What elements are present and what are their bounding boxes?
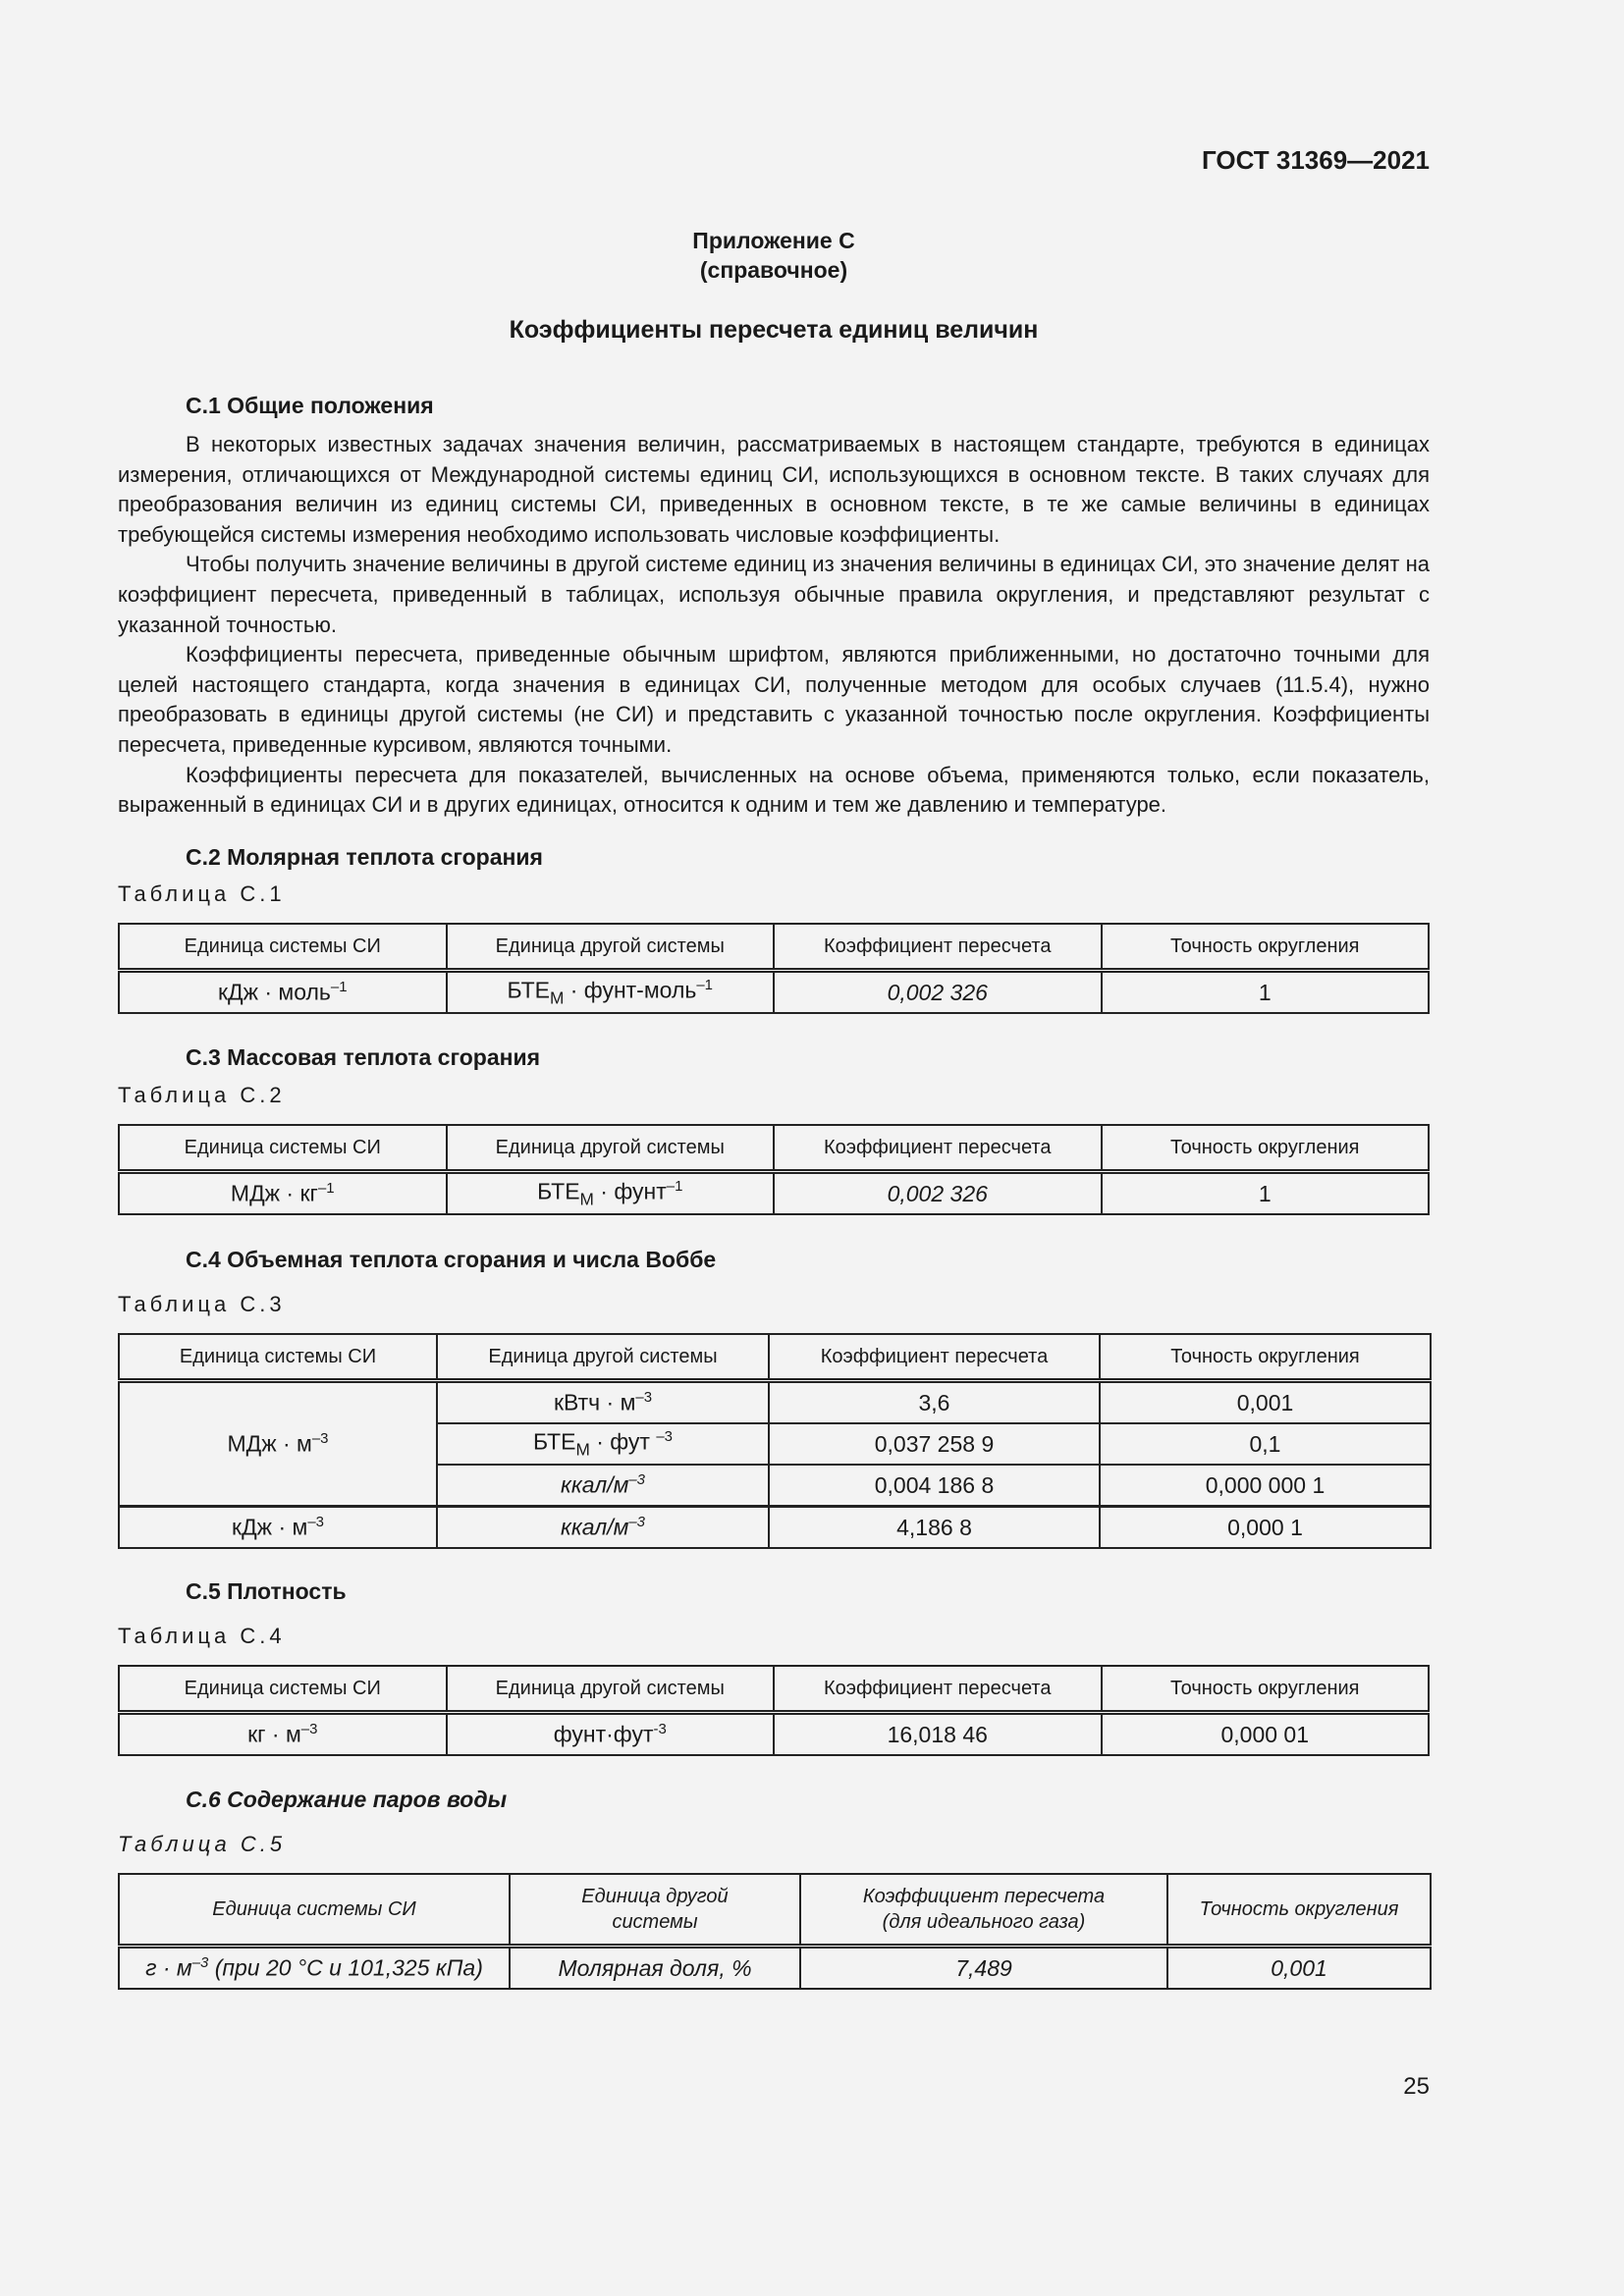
si-unit-cell: кДж · моль$^{-1}$: [119, 971, 447, 1014]
col-header-other: Единица другой системы: [447, 924, 775, 971]
table-c1: [118, 923, 1430, 1014]
col-header-factor: Коэффициент пересчета: [769, 1334, 1100, 1381]
other-unit-cell: $БТЕ_М$ · фут $^{-3}$: [437, 1423, 769, 1465]
table-row: [119, 1507, 1431, 1549]
general-provisions-text: [118, 430, 1430, 821]
rounding-cell: 0,000 1: [1100, 1507, 1431, 1549]
col-header-factor: Коэффициент пересчета: [774, 1125, 1102, 1172]
table-c4-caption: Таблица С.4: [118, 1624, 286, 1648]
rounding-cell: 0,000 000 1: [1100, 1465, 1431, 1507]
table-c3: [118, 1333, 1432, 1549]
rounding-cell: 0,001: [1100, 1381, 1431, 1424]
table-row: [119, 1381, 1431, 1424]
si-unit-cell: МДж · $кг^{-1}$: [119, 1172, 447, 1215]
table-c2: [118, 1124, 1430, 1215]
table-row: [119, 971, 1429, 1014]
col-header-other: Единица другой системы: [437, 1334, 769, 1381]
appendix-label: Приложение С: [692, 228, 855, 253]
col-header-other: Единица другой системы: [447, 1666, 775, 1713]
rounding-cell: 0,1: [1100, 1423, 1431, 1465]
section-c4-title: С.4 Объемная теплота сгорания и числа Воббе: [186, 1247, 717, 1272]
table-c5-caption: Таблица С.5: [118, 1832, 287, 1856]
factor-cell: 7,489: [800, 1947, 1167, 1990]
factor-cell: 0,037 258 9: [769, 1423, 1100, 1465]
col-header-rounding: Точность округления: [1102, 924, 1430, 971]
col-header-rounding: Точность округления: [1100, 1334, 1431, 1381]
table-c2-caption: Таблица С.2: [118, 1083, 286, 1107]
rounding-cell: 0,001: [1167, 1947, 1431, 1990]
standard-code: ГОСТ 31369—2021: [1202, 145, 1430, 175]
table-row: [119, 1713, 1429, 1756]
col-header-si: Единица системы СИ: [119, 1666, 447, 1713]
rounding-cell: 1: [1102, 971, 1430, 1014]
table-c5: [118, 1873, 1432, 1990]
section-c6-title: С.6 Содержание паров воды: [186, 1787, 508, 1812]
table-row: [119, 1947, 1431, 1990]
col-header-rounding: Точность округления: [1102, 1125, 1430, 1172]
col-header-factor: Коэффициент пересчета (для идеального газа): [800, 1874, 1167, 1947]
section-c3-title: С.3 Массовая теплота сгорания: [186, 1044, 541, 1070]
other-unit-cell: $БТЕ_М$ · фунт$^{-1}$: [447, 1172, 775, 1215]
si-unit-cell: кДж · $м^{-3}$: [119, 1507, 437, 1549]
col-header-rounding: Точность округления: [1167, 1874, 1431, 1947]
col-header-si: Единица системы СИ: [119, 1874, 510, 1947]
table-c3-caption: Таблица С.3: [118, 1292, 286, 1316]
si-unit-cell: $г \cdot м^{-3}$ (при 20 °С и 101,325 кПа): [119, 1947, 510, 1990]
section-c5-title: С.5 Плотность: [186, 1578, 347, 1604]
paragraph: Коэффициенты пересчета для показателей, вычисленных на основе объема, применяются только, если показатель, выраженный в единицах СИ и в других единицах, относится к одним и тем же давлению и температуре.: [118, 762, 1430, 818]
appendix-heading: [118, 226, 1430, 285]
factor-cell: 0,002 326: [774, 1172, 1102, 1215]
factor-cell: 0,002 326: [774, 971, 1102, 1014]
section-c1-title: С.1 Общие положения: [186, 393, 434, 418]
col-header-rounding: Точность округления: [1102, 1666, 1430, 1713]
factor-cell: 0,004 186 8: [769, 1465, 1100, 1507]
table-c4: [118, 1665, 1430, 1756]
other-unit-cell: Молярная доля, %: [510, 1947, 800, 1990]
section-c2-title: С.2 Молярная теплота сгорания: [186, 844, 543, 870]
paragraph: Чтобы получить значение величины в другой системе единиц из значения величины в единицах СИ, это значение делят на коэффициент пересчета, приведенный в таблицах, используя обычные правила округления, и представляют результат с указанной точностью.: [118, 552, 1430, 637]
si-unit-cell: МДж · $м^{-3}$: [119, 1381, 437, 1507]
col-header-other: Единица другой системы: [510, 1874, 800, 1947]
appendix-type: (справочное): [699, 257, 848, 283]
si-unit-cell: кг · $м^{-3}$: [119, 1713, 447, 1756]
factor-cell: 16,018 46: [774, 1713, 1102, 1756]
col-header-si: Единица системы СИ: [119, 1334, 437, 1381]
table-row: [119, 1172, 1429, 1215]
factor-cell: 4,186 8: [769, 1507, 1100, 1549]
other-unit-cell: кВтч · $м^{-3}$: [437, 1381, 769, 1424]
other-unit-cell: фунт·фут$^{-3}$: [447, 1713, 775, 1756]
other-unit-cell: $БТЕ_М$ · фунт-моль$^{-1}$: [447, 971, 775, 1014]
page-number: 25: [1403, 2073, 1430, 2100]
paragraph: В некоторых известных задачах значения величин, рассматриваемых в настоящем стандарте, требуются в единицах измерения, отличающихся от Международной системы единиц СИ, использующихся в основном тексте. В таких случаях для преобразования величин из единиц системы СИ, приведенных в основном тексте, в те же самые величины в единицах требующейся системы измерения необходимо использовать числовые коэффициенты.: [118, 432, 1430, 547]
col-header-si: Единица системы СИ: [119, 924, 447, 971]
table-c1-caption: Таблица С.1: [118, 881, 286, 906]
appendix-title: Коэффициенты пересчета единиц величин: [509, 316, 1039, 344]
paragraph: Коэффициенты пересчета, приведенные обычным шрифтом, являются приближенными, но достаточно точными для целей настоящего стандарта, когда значения в единицах СИ, полученные методом для особых случаев (11.5.4), нужно преобразовать в единицы другой системы (не СИ) и представить с указанной точностью после округления. Коэффициенты пересчета, приведенные курсивом, являются точными.: [118, 642, 1430, 757]
col-header-factor: Коэффициент пересчета: [774, 924, 1102, 971]
other-unit-cell: ккал/$м^{-3}$: [437, 1507, 769, 1549]
col-header-si: Единица системы СИ: [119, 1125, 447, 1172]
col-header-factor: Коэффициент пересчета: [774, 1666, 1102, 1713]
rounding-cell: 1: [1102, 1172, 1430, 1215]
factor-cell: 3,6: [769, 1381, 1100, 1424]
rounding-cell: 0,000 01: [1102, 1713, 1430, 1756]
other-unit-cell: ккал/$м^{-3}$: [437, 1465, 769, 1507]
col-header-other: Единица другой системы: [447, 1125, 775, 1172]
